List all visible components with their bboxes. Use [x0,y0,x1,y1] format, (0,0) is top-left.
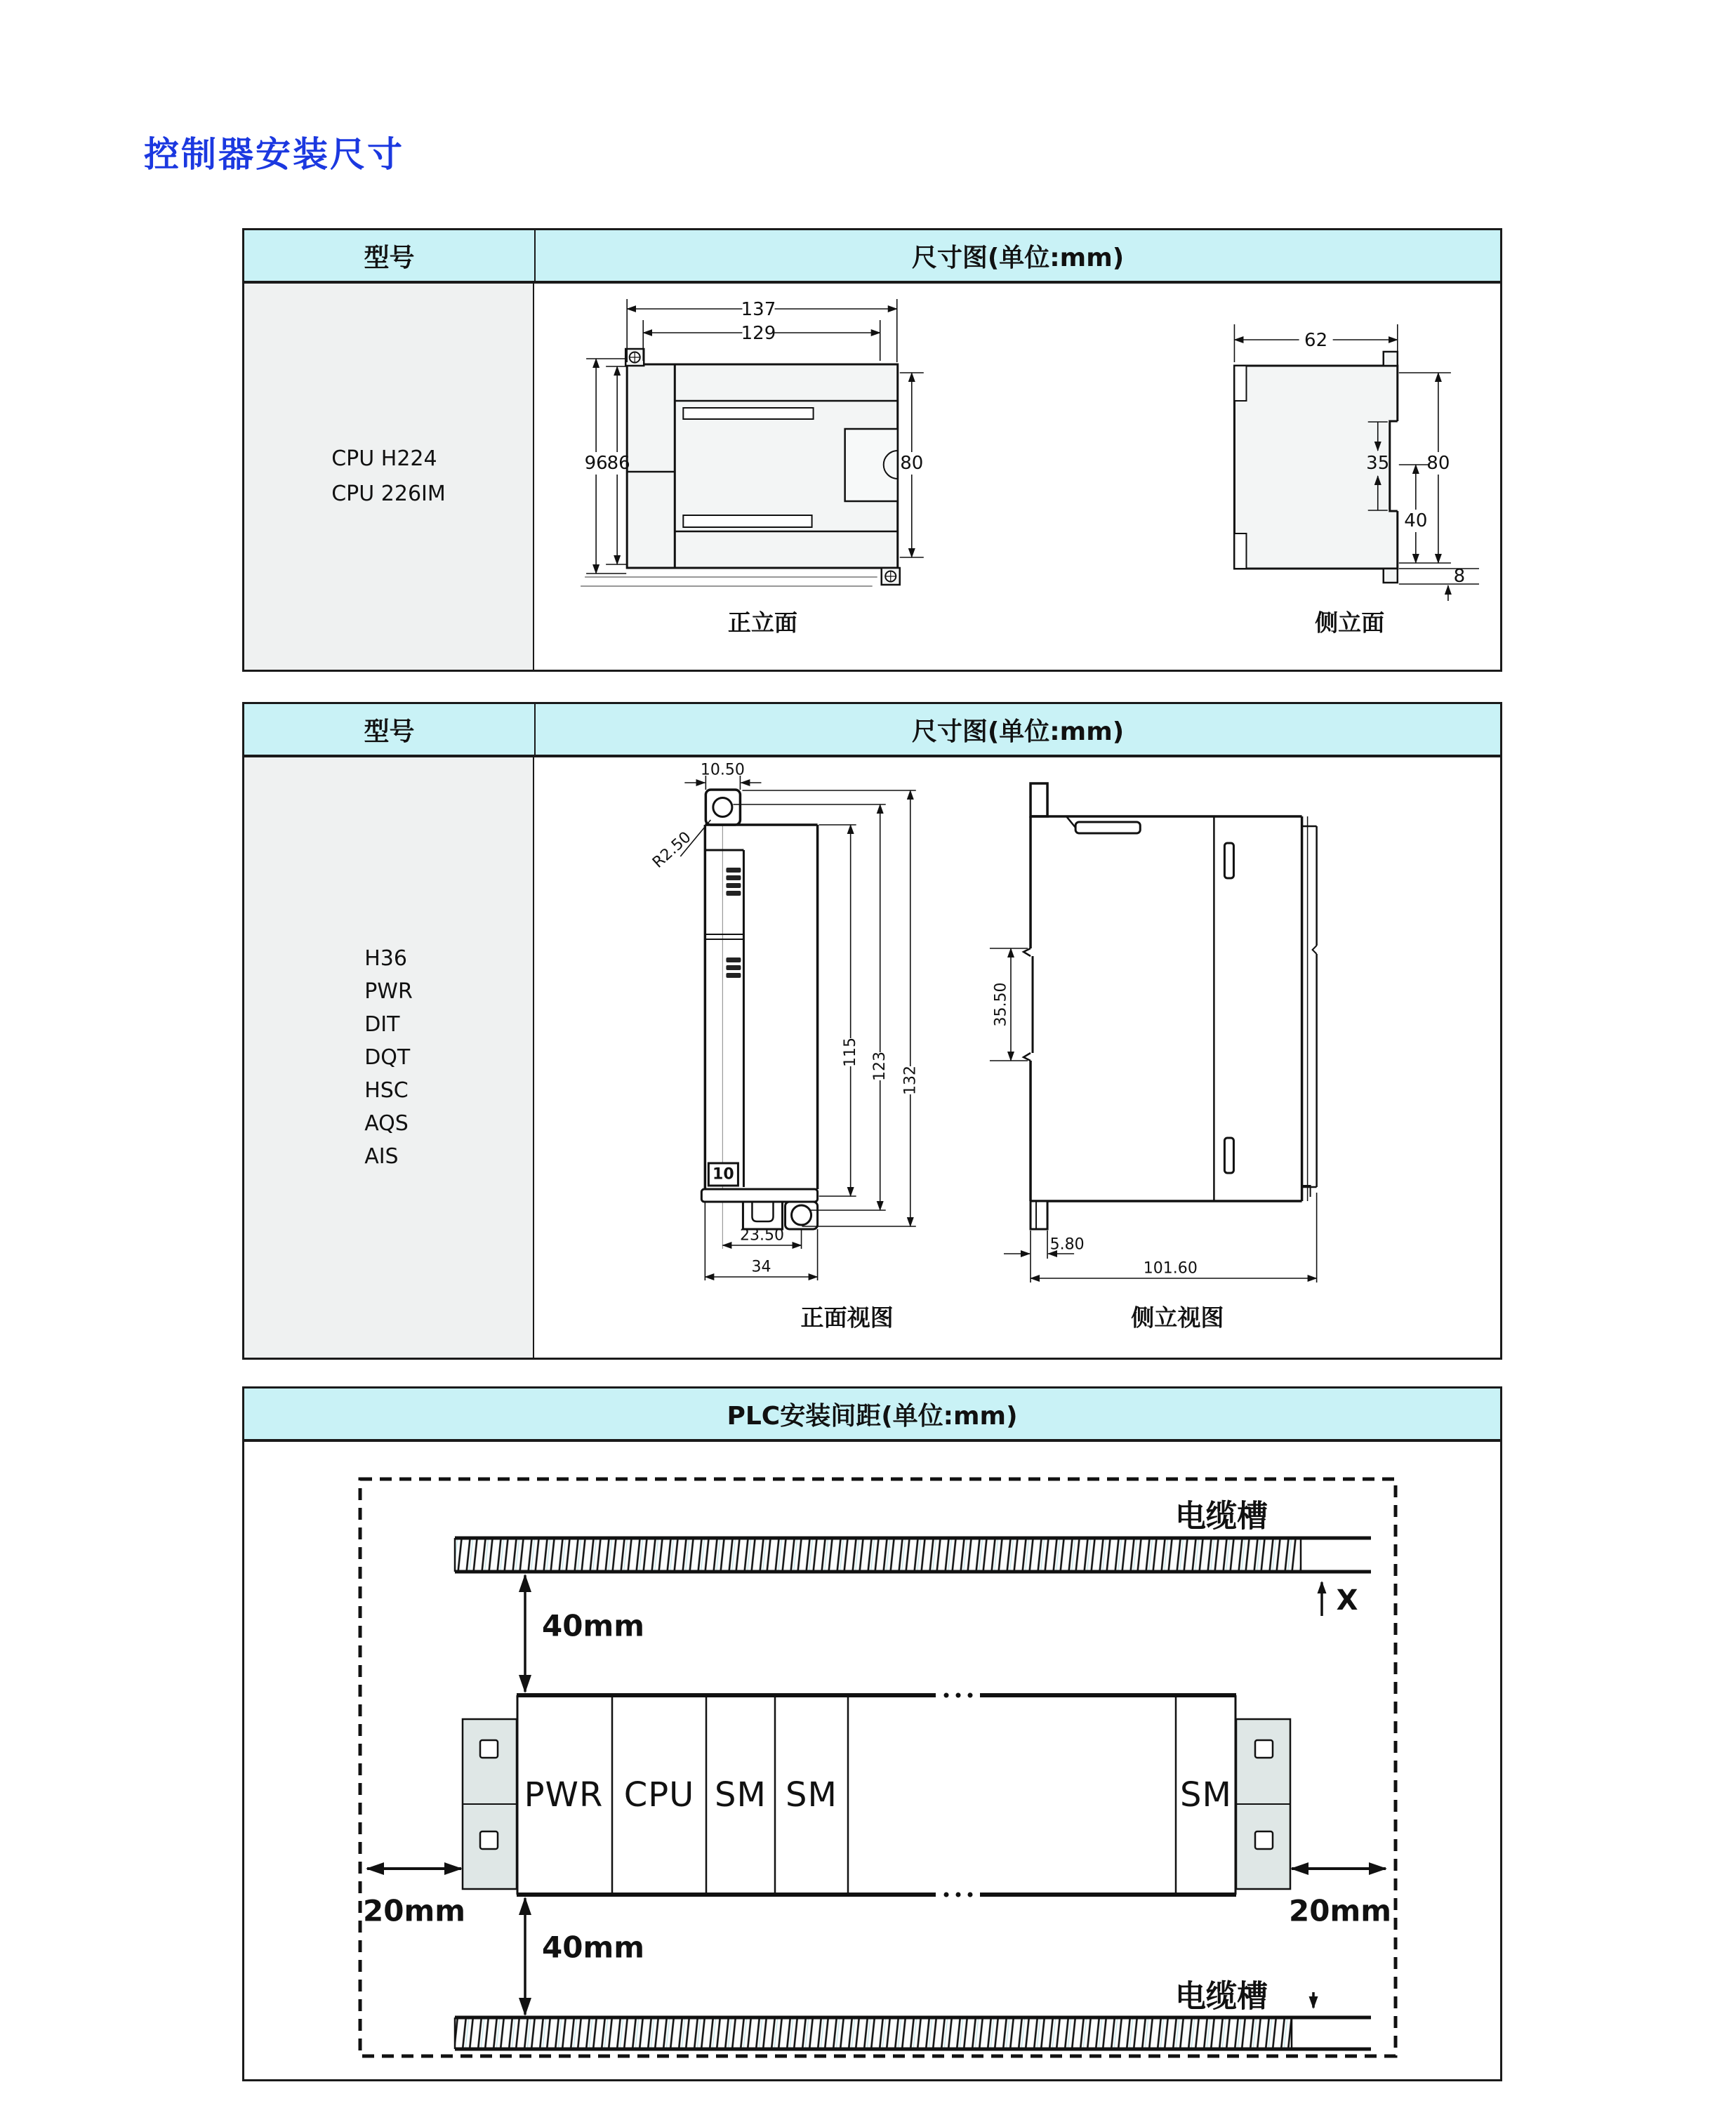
model-cpu-h224: CPU H224 [331,446,437,471]
dim-8-label: 8 [1453,566,1466,587]
dim-86-label: 86 [607,453,630,474]
table2-dims-header: 尺寸图(单位:mm) [911,717,1125,746]
page-title: 控制器安装尺寸 [144,134,404,175]
end-bracket-right [1236,1719,1290,1889]
front-view-caption: 正立面 [727,609,798,637]
side-view-caption: 侧立面 [1315,609,1385,637]
cable-tray-bottom-label: 电缆槽 [1175,1978,1268,2015]
module-side-view-shape [1023,783,1317,1229]
dim-10-50-label: 10.50 [700,761,745,779]
table1-dims-header: 尺寸图(单位:mm) [911,243,1125,272]
module-pwr-label: PWR [524,1775,604,1815]
section3-diagram-cell [244,1442,1500,2079]
top-clearance-label: 40mm [542,1608,644,1643]
module-sm2-label: SM [786,1775,837,1815]
cpu-dimension-table [242,228,1502,672]
table2-model-cell [244,757,534,1358]
model-pwr: PWR [364,979,413,1004]
dim-80-side-label: 80 [1426,453,1450,474]
block-10-label: 10 [713,1165,734,1184]
table2-header [244,704,1500,757]
model-ais: AIS [364,1144,399,1169]
dim-35-50-label: 35.50 [992,982,1010,1027]
side-view-caption: 侧立视图 [1131,1304,1224,1332]
table2-drawing-cell [534,757,1500,1358]
x-marker-label: X [1336,1584,1358,1617]
right-clearance-label: 20mm [1289,1893,1391,1928]
left-clearance-label: 20mm [363,1893,465,1928]
module-dimension-drawing [534,757,1500,1358]
table1-model-header: 型号 [244,230,536,281]
module-dimension-table [242,702,1502,1360]
plc-module-rack [463,1693,1290,1897]
din-rail-notch [1390,421,1399,511]
table1-header [244,230,1500,284]
vent-slot [1224,843,1233,878]
screw-hole-icon [792,1205,811,1225]
dim-62-label: 62 [1304,330,1328,351]
table1-drawing-cell [534,284,1500,670]
x-direction-marker [1322,1582,1358,1617]
table1-model-cell [244,284,534,670]
dim-40-label: 40 [1404,510,1428,531]
bus-connector-ribs [726,868,741,978]
section3-header [244,1388,1500,1442]
screw-hole-icon [713,798,732,817]
module-cpu-label: CPU [623,1775,695,1815]
table2-model-header: 型号 [244,704,536,755]
dim-137-label: 137 [741,299,776,320]
dim-5-80-label: 5.80 [1049,1235,1085,1254]
model-cpu-226im: CPU 226IM [331,482,446,506]
cpu-dimension-drawing [534,284,1500,670]
model-aqs: AQS [364,1111,409,1136]
module-sm1-label: SM [715,1775,767,1815]
vent-slot [1224,1138,1233,1173]
dim-129-label: 129 [741,323,776,344]
model-dqt: DQT [364,1045,411,1070]
cable-tray-top-label: 电缆槽 [1175,1498,1268,1535]
dim-132-label: 132 [901,1066,920,1095]
dim-115-label: 115 [842,1038,860,1067]
module-smn-label: SM [1180,1775,1232,1815]
cable-tray-top [455,1538,1371,1572]
dim-123-label: 123 [871,1052,889,1081]
bottom-foot [1031,1201,1047,1229]
cable-tray-bottom [455,2017,1371,2049]
dim-23-50-label: 23.50 [739,1226,784,1245]
bottom-clearance-label: 40mm [542,1930,644,1965]
dim-80-front-label: 80 [900,453,924,474]
model-hsc: HSC [364,1078,409,1103]
dim-96-label: 96 [584,453,608,474]
section3-title: PLC安装间距(单位:mm) [727,1401,1018,1431]
din-clip [743,1202,782,1229]
dim-35-label: 35 [1366,453,1390,474]
plc-spacing-diagram [244,1442,1500,2079]
module-side-view-dimensions [990,948,1317,1283]
din-latch [1075,822,1140,833]
dim-34-label: 34 [751,1258,771,1276]
plc-spacing-section [242,1386,1502,2081]
front-view-caption: 正面视图 [800,1304,894,1332]
dim-r2-50-label: R2.50 [649,828,695,872]
model-dit: DIT [364,1012,400,1037]
end-bracket-left [463,1719,517,1889]
dim-101-60-label: 101.60 [1143,1259,1198,1278]
model-h36: H36 [364,946,407,971]
din-top-hook [1031,783,1047,816]
